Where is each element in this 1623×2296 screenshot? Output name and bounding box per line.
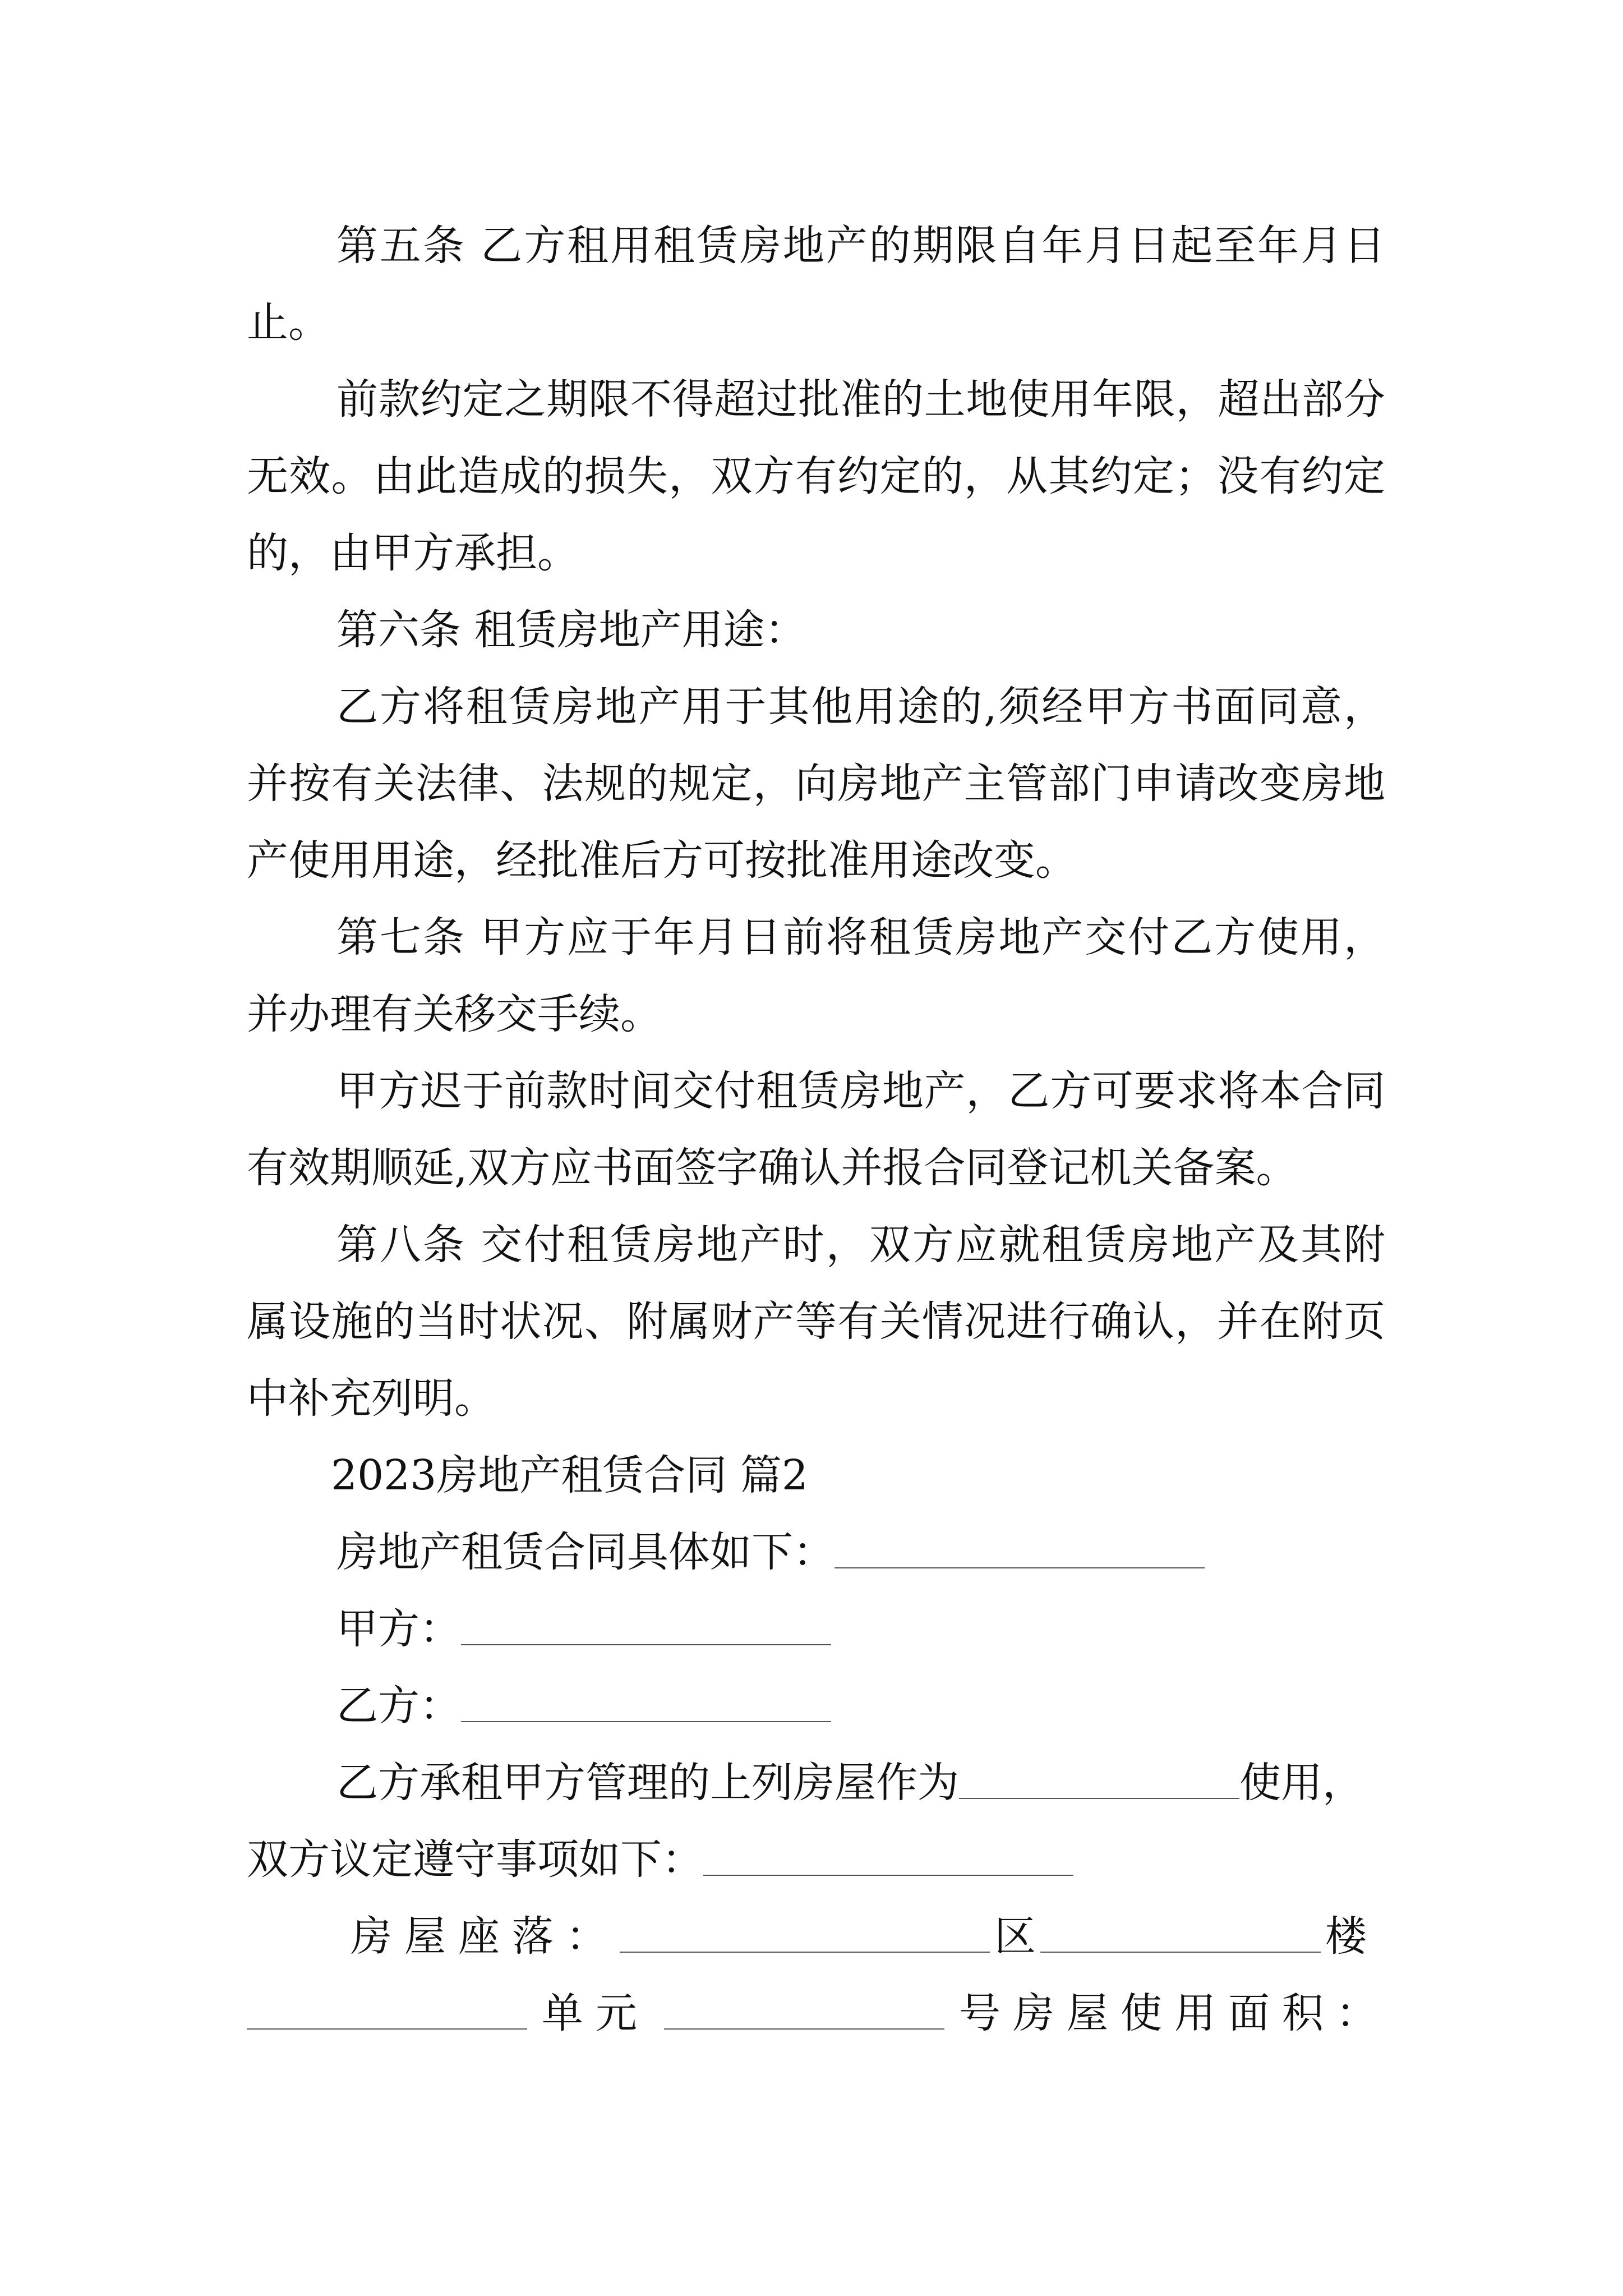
clause-6-body: 乙方将租赁房地产用于其他用途的,须经甲方书面同意，并按有关法律、法规的规定，向房地产主管部门申请改变房地产使用用途，经批准后方可按批准用途改变。: [247, 683, 1385, 885]
section-heading-text: 2023房地产租赁合同 篇2: [331, 1451, 808, 1499]
district-blank[interactable]: [1040, 1907, 1321, 1953]
location-label: 房屋座落：: [351, 1912, 620, 1961]
clause-7-delay: 甲方迟于前款时间交付租赁房地产，乙方可要求将本合同有效期顺延,双方应书面签字确认并报合同登记机关备案。: [247, 1067, 1385, 1192]
agree-line: [247, 1821, 1385, 1898]
use-line: [247, 1745, 1385, 1821]
unit-line: [247, 1975, 1390, 2052]
location-line: [247, 1898, 1385, 1975]
party-a-blank[interactable]: [461, 1599, 831, 1645]
agree-label: 双方议定遵守事项如下：: [247, 1835, 703, 1884]
clause-5: 第五条 乙方租用租赁房地产的期限自年月日起至年月日止。: [247, 222, 1385, 347]
use-pre-label: 乙方承租甲方管理的上列房屋作为: [336, 1759, 959, 1807]
clause-8: 第八条 交付租赁房地产时，双方应就租赁房地产及其附属设施的当时状况、附属财产等有关情况进行确认，并在附页中补充列明。: [247, 1221, 1385, 1423]
intro-label: 房地产租赁合同具体如下：: [336, 1528, 834, 1576]
intro-line: [247, 1514, 1385, 1591]
party-a-label: 甲方：: [336, 1605, 461, 1653]
building-blank[interactable]: [247, 1984, 527, 2030]
district-label: 区: [994, 1912, 1036, 1961]
location-blank[interactable]: [620, 1907, 990, 1953]
area-label: 号房屋使用面积：: [959, 1989, 1390, 2037]
unit-label: 单元: [542, 1989, 649, 2037]
clause-7: 第七条 甲方应于年月日前将租赁房地产交付乙方使用，并办理有关移交手续。: [247, 913, 1385, 1038]
building-label: 楼: [1325, 1912, 1367, 1961]
party-b-blank[interactable]: [461, 1676, 831, 1722]
clause-5-term-limit: 前款约定之期限不得超过批准的土地使用年限，超出部分无效。由此造成的损失，双方有约定的，从其约定；没有约定的，由甲方承担。: [247, 375, 1385, 577]
document-page: [247, 208, 1390, 2052]
use-blank[interactable]: [959, 1753, 1239, 1799]
intro-blank[interactable]: [834, 1522, 1205, 1568]
party-b-label: 乙方：: [336, 1682, 461, 1730]
unit-blank[interactable]: [664, 1984, 944, 2030]
party-a-line: [247, 1591, 1385, 1668]
party-b-line: [247, 1668, 1385, 1745]
section-heading: [247, 1437, 1385, 1514]
agree-blank[interactable]: [703, 1830, 1073, 1876]
use-post-label: 使用，: [1239, 1759, 1364, 1807]
clause-6-title: 第六条 租赁房地产用途：: [336, 606, 806, 654]
